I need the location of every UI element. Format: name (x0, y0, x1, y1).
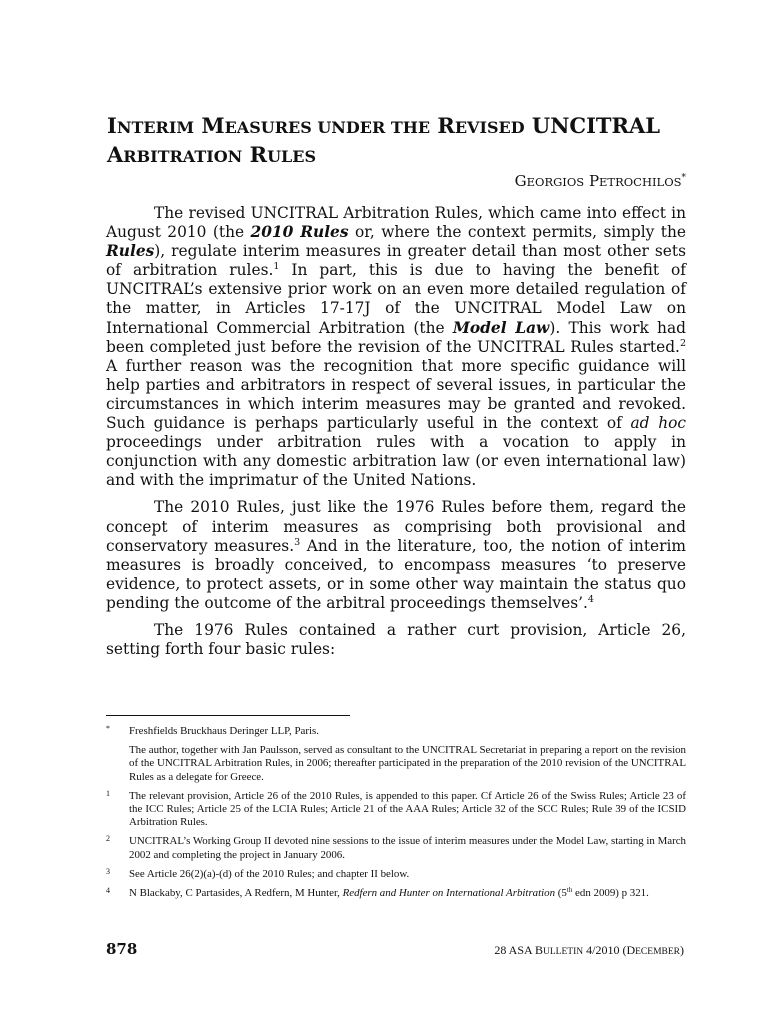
page-number: 878 (106, 940, 138, 958)
footnote-3: 3 See Article 26(2)(a)-(d) of the 2010 Rules; and chapter II below. (106, 866, 410, 880)
paragraph-1: The revised UNCITRAL Arbitration Rules, which came into effect in August 2010 (the 2010 Rules or, where the context permits, simply the Rules), regulate interim measures in greater detail than most other sets of arbitration rules.$^1$ In part, this is due to having the benefit of UNCITRAL’s extensive prior work on an even more detailed regulation of the matter, in Articles 17-17J of the UNCITRAL Model Law on International Commercial Arbitration (the Model Law). This work had been completed just before the revision of the UNCITRAL Rules started.$^2$ A further reason was the recognition that more specific guidance will help parties and arbitrators in respect of several issues, in particular the circumstances in which interim measures may be granted and revoked. Such guidance is perhaps particularly useful in the context of ad hoc proceedings under arbitration rules with a vocation to apply in conjunction with any domestic arbitration law (or even international law) and with the imprimatur of the United Nations. (106, 204, 686, 490)
footnote-1: 1 The relevant provision, Article 26 of the 2010 Rules, is appended to this paper. Cf Article 26 of the Swiss Rules; Article 23 of the ICC Rules; Article 25 of the LCIA Rules; Article 21 of the AAA Rules; Article 32 of the SCC Rules; Rule 39 of the ICSID Arbitration Rules. (106, 788, 686, 829)
paragraph-2: The 2010 Rules, just like the 1976 Rules before them, regard the concept of interim measures as comprising both provisional and conservatory measures.$^3$ And in the literature, too, the notion of interim measures is broadly conceived, to encompass measures ‘to preserve evidence, to protect assets, or in some other way maintain the status quo pending the outcome of the arbitral proceedings themselves’.$^4$ (106, 498, 686, 612)
author-footnote-mark: * (681, 173, 686, 183)
author-name: GEORGIOS PETROCHILOS* (514, 172, 686, 190)
footnote-ref-1: 1 (273, 261, 280, 273)
footnotes (106, 725, 686, 906)
footnote-author: * Freshfields Bruckhaus Deringer LLP, Paris. The author, together with Jan Paulsson, served as consultant to the UNCITRAL Secretariat in preparing a report on the revision of the UNCITRAL Arbitration Rules, in 2006; thereafter participated in the preparation of the 2010 revision of the UNCITRAL Rules as a delegate for Greece. (106, 724, 686, 783)
paragraph-3: The 1976 Rules contained a rather curt provision, Article 26, setting forth four basic rules: (106, 620, 686, 659)
footnote-4: 4 N Blackaby, C Partasides, A Redfern, M Hunter, Redfern and Hunter on International Arbitration (5th edn 2009) p 321. (106, 886, 649, 900)
footnote-divider (106, 715, 350, 716)
footnote-ref-3: 3 (294, 536, 301, 548)
body-text (106, 204, 686, 667)
article-title: INTERIM MEASURES UNDER THE REVISED UNCITRAL ARBITRATION RULES (107, 113, 661, 167)
footnote-ref-4: 4 (587, 593, 594, 605)
footnote-ref-2: 2 (679, 337, 686, 349)
footnote-2: 2 UNCITRAL’s Working Group II devoted nine sessions to the issue of interim measures under the Model Law, starting in March 2002 and completing the project in January 2006. (106, 834, 686, 861)
running-footer: 28 ASA BULLETIN 4/2010 (DECEMBER) (494, 943, 684, 957)
